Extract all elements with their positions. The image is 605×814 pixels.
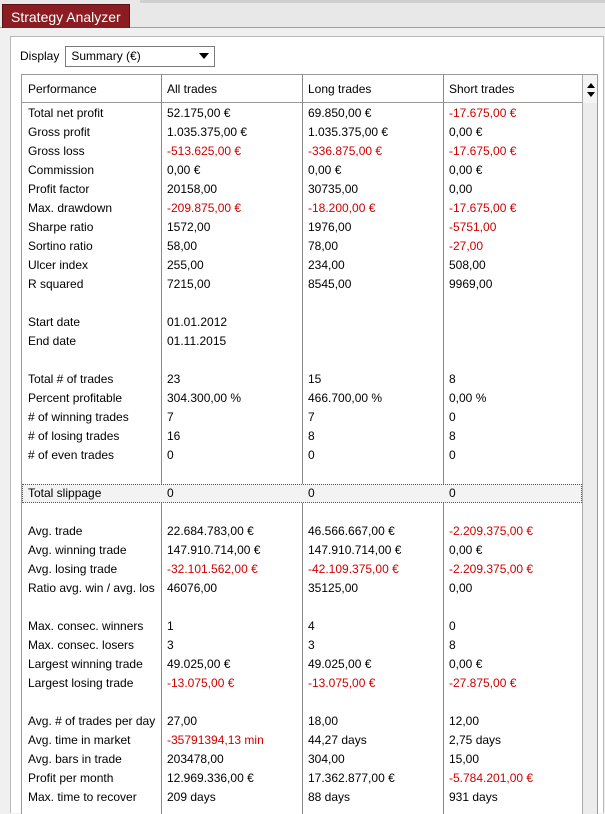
all-trades-cell: 7215,00 <box>167 277 211 291</box>
table-row[interactable] <box>22 370 582 389</box>
all-trades-cell <box>161 598 302 617</box>
row-label-cell: Gross profit <box>28 125 91 139</box>
row-label-cell: Max. consec. losers <box>28 638 135 652</box>
table-row[interactable] <box>22 218 582 237</box>
long-trades-cell: 15 <box>308 372 322 386</box>
row-label-cell: Start date <box>28 315 81 329</box>
short-trades-cell: 8 <box>449 638 456 652</box>
short-trades-cell <box>443 465 582 484</box>
all-trades-cell: 23 <box>167 372 181 386</box>
scroll-down-icon[interactable] <box>587 92 595 97</box>
all-trades-cell: 22.684.783,00 € <box>167 524 254 538</box>
short-trades-cell: 0 <box>449 410 456 424</box>
short-trades-cell: 0,00 € <box>449 543 483 557</box>
table-row[interactable] <box>22 275 582 294</box>
row-label-cell: # of winning trades <box>28 410 129 424</box>
table-row[interactable] <box>22 503 582 522</box>
long-trades-cell: -18.200,00 € <box>308 201 376 215</box>
all-trades-cell: 203478,00 <box>167 752 224 766</box>
long-trades-cell <box>302 465 443 484</box>
long-trades-cell: 4 <box>308 619 315 633</box>
all-trades-cell: 0,00 € <box>167 163 201 177</box>
long-trades-cell: 78,00 <box>308 239 339 253</box>
row-label-cell <box>22 693 161 712</box>
vertical-scrollbar[interactable] <box>582 75 598 814</box>
long-trades-cell: 30735,00 <box>308 182 359 196</box>
row-label-cell: Commission <box>28 163 95 177</box>
row-label-cell: Max. drawdown <box>28 201 113 215</box>
row-label-cell: End date <box>28 334 77 348</box>
long-trades-cell <box>302 693 443 712</box>
top-divider <box>140 0 605 3</box>
row-label-cell: # of even trades <box>28 448 115 462</box>
table-row[interactable] <box>22 579 582 598</box>
long-trades-cell: 304,00 <box>308 752 345 766</box>
table-row[interactable] <box>22 731 582 750</box>
all-trades-cell: 01.11.2015 <box>167 334 227 348</box>
table-row[interactable] <box>22 712 582 731</box>
all-trades-cell: 0 <box>167 448 174 462</box>
all-trades-cell: 27,00 <box>167 714 198 728</box>
long-trades-cell <box>302 332 443 351</box>
table-row[interactable] <box>22 199 582 218</box>
long-trades-cell: 1.035.375,00 € <box>308 125 389 139</box>
scrollbar-track[interactable] <box>583 103 598 814</box>
row-label-cell <box>22 465 161 484</box>
row-label-cell <box>22 294 161 313</box>
all-trades-cell: -209.875,00 € <box>167 201 242 215</box>
long-trades-cell: 46.566.667,00 € <box>308 524 395 538</box>
all-trades-cell: -513.625,00 € <box>167 144 242 158</box>
row-label-cell: Gross loss <box>28 144 85 158</box>
long-trades-cell: -13.075,00 € <box>308 676 376 690</box>
short-trades-cell <box>443 598 582 617</box>
table-row[interactable] <box>22 180 582 199</box>
long-trades-cell: 35125,00 <box>308 581 359 595</box>
long-trades-cell: -42.109.375,00 € <box>308 562 399 576</box>
table-row[interactable] <box>22 427 582 446</box>
long-trades-cell <box>302 313 443 332</box>
all-trades-cell: 46076,00 <box>167 581 218 595</box>
all-trades-cell: 147.910.714,00 € <box>167 543 261 557</box>
short-trades-cell: -5751,00 <box>449 220 497 234</box>
short-trades-cell: 508,00 <box>449 258 486 272</box>
row-label-cell: Avg. winning trade <box>28 543 127 557</box>
all-trades-cell: 52.175,00 € <box>167 106 231 120</box>
all-trades-cell: 0 <box>167 486 174 500</box>
row-label-cell: R squared <box>28 277 84 291</box>
row-label-cell <box>22 503 161 522</box>
short-trades-cell: -17.675,00 € <box>449 201 517 215</box>
all-trades-cell: 7 <box>167 410 174 424</box>
table-row[interactable] <box>22 788 582 807</box>
short-trades-cell: 0,00 <box>449 581 473 595</box>
row-label-cell: # of losing trades <box>28 429 120 443</box>
short-trades-cell: 0 <box>449 486 456 500</box>
table-row[interactable] <box>22 750 582 769</box>
long-trades-cell: 466.700,00 % <box>308 391 383 405</box>
short-trades-cell: 0,00 € <box>449 657 483 671</box>
long-trades-cell: 8 <box>308 429 315 443</box>
long-trades-cell <box>302 294 443 313</box>
all-trades-cell: 1 <box>167 619 174 633</box>
row-label-cell: Sortino ratio <box>28 239 93 253</box>
display-label: Display <box>20 49 60 63</box>
row-label-cell: Avg. trade <box>28 524 83 538</box>
table-row[interactable] <box>22 294 582 313</box>
table-row[interactable] <box>22 161 582 180</box>
table-row[interactable] <box>22 389 582 408</box>
grid-rows <box>22 104 582 807</box>
long-trades-cell: 3 <box>308 638 315 652</box>
short-trades-cell: 931 days <box>449 790 498 804</box>
all-trades-cell: -32.101.562,00 € <box>167 562 258 576</box>
row-label-cell: Avg. time in market <box>28 733 131 747</box>
short-trades-cell: 8 <box>449 429 456 443</box>
short-trades-cell: 8 <box>449 372 456 386</box>
row-label-cell: Sharpe ratio <box>28 220 94 234</box>
all-trades-cell: -13.075,00 € <box>167 676 235 690</box>
short-trades-cell <box>443 294 582 313</box>
display-select-value: Summary (€) <box>71 48 141 63</box>
long-trades-cell: 1976,00 <box>308 220 352 234</box>
all-trades-cell <box>161 503 302 522</box>
table-row[interactable] <box>22 484 582 503</box>
short-trades-cell: -27,00 <box>449 239 484 253</box>
row-label-cell: Max. time to recover <box>28 790 137 804</box>
short-trades-cell: 2,75 days <box>449 733 502 747</box>
all-trades-cell: 49.025,00 € <box>167 657 231 671</box>
short-trades-cell: 0,00 € <box>449 163 483 177</box>
row-label-cell: Profit per month <box>28 771 114 785</box>
short-trades-cell: 9969,00 <box>449 277 493 291</box>
table-row[interactable] <box>22 142 582 161</box>
long-trades-cell <box>302 598 443 617</box>
row-label-cell: Largest winning trade <box>28 657 143 671</box>
performance-grid <box>21 74 598 814</box>
row-label-cell: Percent profitable <box>28 391 123 405</box>
table-row[interactable] <box>22 351 582 370</box>
all-trades-cell: 1.035.375,00 € <box>167 125 248 139</box>
row-label-cell: Largest losing trade <box>28 676 134 690</box>
short-trades-cell: 12,00 <box>449 714 480 728</box>
long-trades-cell: 0 <box>308 486 315 500</box>
all-trades-cell: 3 <box>167 638 174 652</box>
all-trades-cell: 209 days <box>167 790 216 804</box>
long-trades-cell: 7 <box>308 410 315 424</box>
short-trades-cell <box>443 313 582 332</box>
short-trades-cell: 0 <box>449 619 456 633</box>
short-trades-cell: -5.784.201,00 € <box>449 771 534 785</box>
short-trades-cell: 0 <box>449 448 456 462</box>
long-trades-cell: 18,00 <box>308 714 339 728</box>
long-trades-cell: 147.910.714,00 € <box>308 543 402 557</box>
scroll-up-icon[interactable] <box>587 83 595 88</box>
short-trades-cell: -17.675,00 € <box>449 106 517 120</box>
short-trades-cell: 0,00 % <box>449 391 487 405</box>
long-trades-cell <box>302 351 443 370</box>
long-trades-cell: 8545,00 <box>308 277 352 291</box>
row-label-cell: Total slippage <box>28 486 102 500</box>
table-row[interactable] <box>22 237 582 256</box>
row-label-cell <box>22 351 161 370</box>
all-trades-cell: 304.300,00 % <box>167 391 242 405</box>
table-row[interactable] <box>22 541 582 560</box>
row-label-cell <box>22 598 161 617</box>
short-trades-cell <box>443 332 582 351</box>
all-trades-cell: 58,00 <box>167 239 198 253</box>
all-trades-cell <box>161 351 302 370</box>
row-label-cell: Total net profit <box>28 106 104 120</box>
short-trades-cell: -27.875,00 € <box>449 676 517 690</box>
tab-strategy-analyzer[interactable]: Strategy Analyzer <box>2 4 130 28</box>
all-trades-cell: 01.01.2012 <box>167 315 228 329</box>
short-trades-cell: -2.209.375,00 € <box>449 524 534 538</box>
table-row[interactable] <box>22 674 582 693</box>
table-row[interactable] <box>22 560 582 579</box>
header-long-trades[interactable]: Long trades <box>308 82 372 96</box>
table-row[interactable] <box>22 408 582 427</box>
table-row[interactable] <box>22 655 582 674</box>
short-trades-cell <box>443 693 582 712</box>
header-short-trades[interactable]: Short trades <box>449 82 515 96</box>
row-label-cell: Profit factor <box>28 182 90 196</box>
display-row <box>20 45 215 67</box>
row-label-cell: Total # of trades <box>28 372 114 386</box>
short-trades-cell: -17.675,00 € <box>449 144 517 158</box>
row-label-cell: Ratio avg. win / avg. los <box>28 581 155 595</box>
long-trades-cell: 88 days <box>308 790 351 804</box>
all-trades-cell <box>161 294 302 313</box>
all-trades-cell: 12.969.336,00 € <box>167 771 254 785</box>
all-trades-cell <box>161 465 302 484</box>
table-row[interactable] <box>22 617 582 636</box>
short-trades-cell <box>443 503 582 522</box>
table-row[interactable] <box>22 522 582 541</box>
short-trades-cell: 15,00 <box>449 752 480 766</box>
top-bar <box>0 0 605 28</box>
long-trades-cell: 69.850,00 € <box>308 106 372 120</box>
grid-header <box>22 75 598 103</box>
chevron-down-icon <box>199 53 209 59</box>
short-trades-cell: 0,00 € <box>449 125 483 139</box>
all-trades-cell: 16 <box>167 429 181 443</box>
long-trades-cell <box>302 503 443 522</box>
long-trades-cell: 0 <box>308 448 315 462</box>
display-select[interactable] <box>65 46 215 67</box>
table-row[interactable] <box>22 465 582 484</box>
table-row[interactable] <box>22 123 582 142</box>
table-row[interactable] <box>22 313 582 332</box>
header-all-trades[interactable]: All trades <box>167 82 218 96</box>
table-row[interactable] <box>22 332 582 351</box>
long-trades-cell: 44,27 days <box>308 733 367 747</box>
all-trades-cell: 1572,00 <box>167 220 211 234</box>
all-trades-cell: -35791394,13 min <box>167 733 264 747</box>
short-trades-cell: 0,00 <box>449 182 473 196</box>
table-row[interactable] <box>22 636 582 655</box>
all-trades-cell: 20158,00 <box>167 182 218 196</box>
table-row[interactable] <box>22 446 582 465</box>
all-trades-cell: 255,00 <box>167 258 204 272</box>
table-row[interactable] <box>22 598 582 617</box>
table-row[interactable] <box>22 769 582 788</box>
row-label-cell: Max. consec. winners <box>28 619 144 633</box>
long-trades-cell: 234,00 <box>308 258 345 272</box>
long-trades-cell: 0,00 € <box>308 163 342 177</box>
table-row[interactable] <box>22 256 582 275</box>
row-label-cell: Avg. losing trade <box>28 562 118 576</box>
row-label-cell: Ulcer index <box>28 258 89 272</box>
all-trades-cell <box>161 693 302 712</box>
short-trades-cell <box>443 351 582 370</box>
analyzer-panel <box>10 36 604 813</box>
row-label-cell: Avg. bars in trade <box>28 752 122 766</box>
table-row[interactable] <box>22 104 582 123</box>
table-row[interactable] <box>22 693 582 712</box>
long-trades-cell: 49.025,00 € <box>308 657 372 671</box>
row-label-cell: Avg. # of trades per day <box>28 714 156 728</box>
short-trades-cell: -2.209.375,00 € <box>449 562 534 576</box>
long-trades-cell: -336.875,00 € <box>308 144 383 158</box>
header-performance[interactable]: Performance <box>28 82 97 96</box>
long-trades-cell: 17.362.877,00 € <box>308 771 395 785</box>
